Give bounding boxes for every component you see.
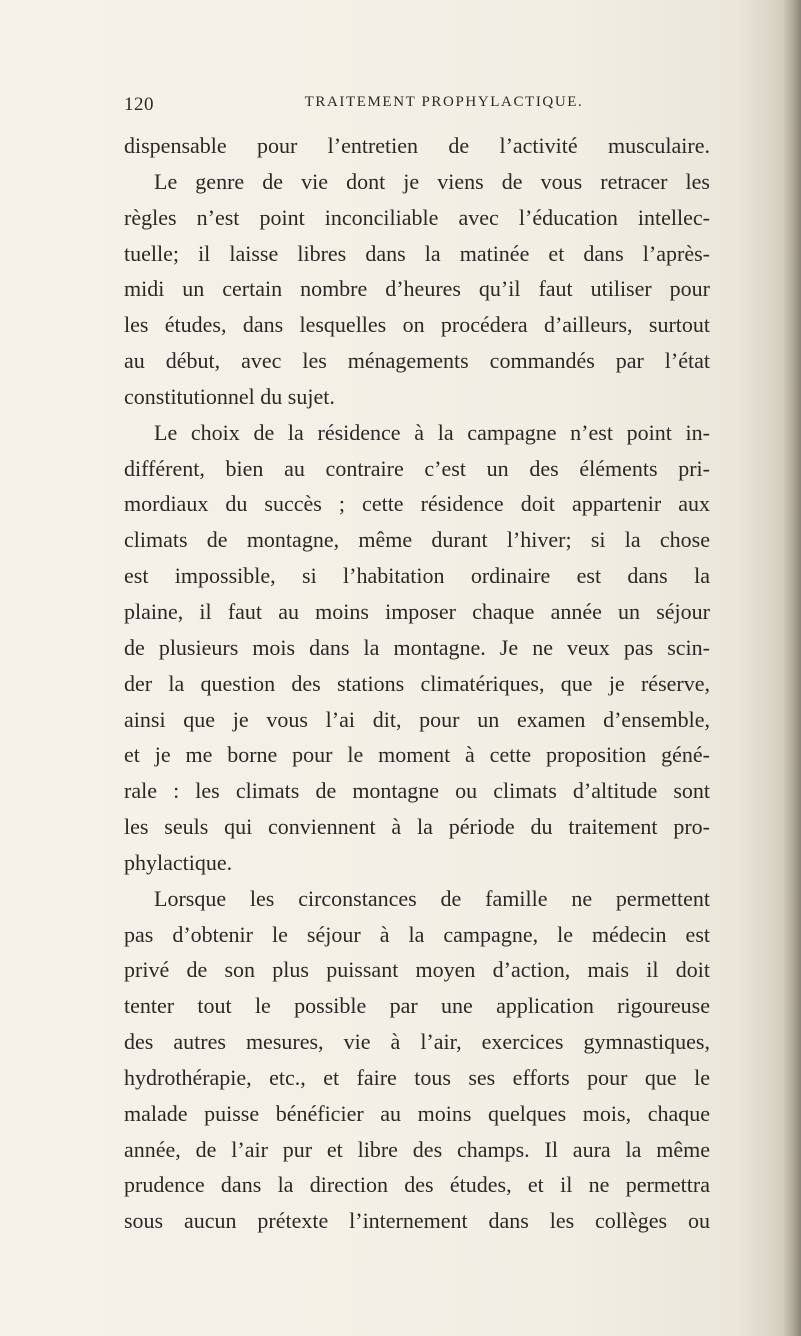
- text-line: prudence dans la direction des études, et il ne permettra: [124, 1172, 710, 1198]
- text-line: tenter tout le possible par une application rigoureuse: [124, 993, 710, 1019]
- text-line: sous aucun prétexte l’internement dans les collèges ou: [124, 1208, 710, 1234]
- text-line: Le genre de vie dont je viens de vous retracer les: [154, 168, 710, 194]
- text-line: différent, bien au contraire c’est un des éléments pri-: [124, 455, 710, 481]
- text-line: au début, avec les ménagements commandés par l’état: [124, 348, 710, 374]
- text-line: les seuls qui conviennent à la période du traitement pro-: [124, 814, 710, 840]
- text-line: climats de montagne, même durant l’hiver; si la chose: [124, 527, 710, 553]
- text-line: des autres mesures, vie à l’air, exercices gymnastiques,: [124, 1029, 710, 1055]
- page-edge-shadow: [783, 0, 801, 1336]
- text-line: ainsi que je vous l’ai dit, pour un examen d’ensemble,: [124, 706, 710, 732]
- running-head: [124, 94, 704, 120]
- text-line: constitutionnel du sujet.: [124, 383, 335, 409]
- text-line: hydrothérapie, etc., et faire tous ses efforts pour que le: [124, 1064, 710, 1090]
- running-title: TRAITEMENT PROPHYLACTIQUE.: [304, 94, 584, 110]
- body-text: [124, 128, 710, 1239]
- text-line: der la question des stations climatériques, que je réserve,: [124, 670, 710, 696]
- text-line: privé de son plus puissant moyen d’action, mais il doit: [124, 957, 710, 983]
- text-line: rale : les climats de montagne ou climats d’altitude sont: [124, 778, 710, 804]
- text-line: règles n’est point inconciliable avec l’éducation intellec-: [124, 204, 710, 230]
- text-line: année, de l’air pur et libre des champs. Il aura la même: [124, 1136, 710, 1162]
- text-line: phylactique.: [124, 849, 233, 875]
- text-line: pas d’obtenir le séjour à la campagne, le médecin est: [124, 921, 710, 947]
- text-line: tuelle; il laisse libres dans la matinée et dans l’après-: [124, 240, 710, 266]
- text-line: de plusieurs mois dans la montagne. Je ne veux pas scin-: [124, 634, 710, 660]
- page-number: 120: [124, 94, 154, 115]
- text-line: Lorsque les circonstances de famille ne permettent: [154, 885, 710, 911]
- text-line: Le choix de la résidence à la campagne n’est point in-: [154, 419, 710, 445]
- text-line: dispensable pour l’entretien de l’activité musculaire.: [124, 133, 710, 158]
- text-line: les études, dans lesquelles on procédera d’ailleurs, surtout: [124, 312, 710, 338]
- text-line: malade puisse bénéficier au moins quelques mois, chaque: [124, 1100, 710, 1126]
- text-line: et je me borne pour le moment à cette proposition géné-: [124, 742, 710, 768]
- text-line: est impossible, si l’habitation ordinaire est dans la: [124, 563, 710, 589]
- text-line: plaine, il faut au moins imposer chaque année un séjour: [124, 598, 710, 624]
- text-line: mordiaux du succès ; cette résidence doit appartenir aux: [124, 491, 710, 517]
- text-line: midi un certain nombre d’heures qu’il faut utiliser pour: [124, 276, 710, 302]
